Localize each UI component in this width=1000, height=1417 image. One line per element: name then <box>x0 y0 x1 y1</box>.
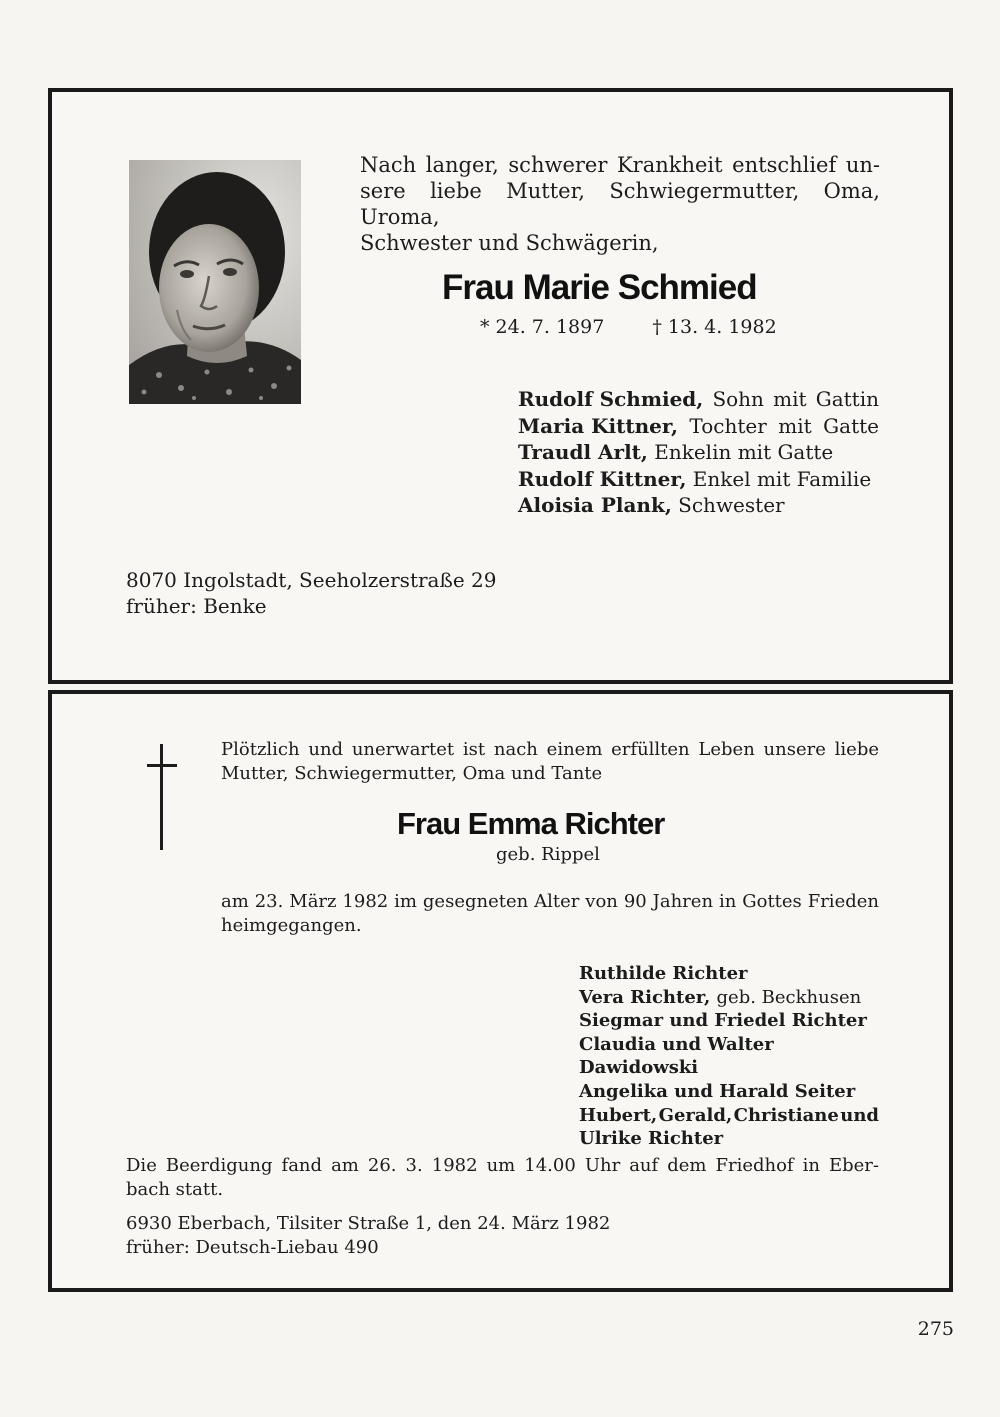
mourner-relation: Gattin <box>815 387 879 411</box>
mourner-relation: Enkel mit Familie <box>692 466 872 491</box>
mourner-relation: mit <box>778 413 812 438</box>
address-block <box>126 1212 610 1260</box>
mourner-relation: Schwester <box>678 493 785 517</box>
passing-statement <box>221 890 879 938</box>
mourner-line <box>518 386 879 413</box>
intro-line: Plötzlich und unerwartet ist nach einem erfüllten Leben unsere liebe <box>221 739 879 760</box>
funeral-info <box>126 1154 879 1202</box>
passing-line: am 23. März 1982 im gesegneten Alter von 90 Jahren in Gottes Frieden <box>221 891 879 912</box>
mourner-word: Gerald, <box>658 1104 733 1126</box>
mourner-name: Rudolf Schmied, <box>518 387 704 411</box>
obituary-emma-richter <box>48 690 953 1292</box>
address: 8070 Ingolstadt, Seeholzerstraße 29 <box>126 568 497 592</box>
mourner-relation: geb. Beckhusen <box>716 986 862 1008</box>
life-dates <box>480 316 777 338</box>
mourner-line: Claudia und Walter Dawidowski <box>579 1033 774 1079</box>
funeral-line: bach statt. <box>126 1179 224 1200</box>
notice-intro <box>360 152 880 256</box>
mourner-relation: Gatte <box>823 413 879 438</box>
mourner-name: Traudl Arlt, <box>518 440 648 464</box>
address-block <box>126 567 496 619</box>
mourners-list <box>579 962 879 1151</box>
birth-date: * 24. 7. 1897 <box>480 316 605 338</box>
mourner-word: und <box>840 1104 879 1126</box>
mourner-relation: Enkelin mit Gatte <box>654 440 834 464</box>
former-residence: früher: Benke <box>126 594 267 618</box>
mourner-line: Ulrike Richter <box>579 1128 724 1150</box>
address: 6930 Eberbach, Tilsiter Straße 1, den 24. März 1982 <box>126 1213 611 1234</box>
mourner-word: Hubert, <box>579 1104 658 1126</box>
deceased-name: Frau Emma Richter <box>397 806 665 841</box>
mourner-line: Ruthilde Richter <box>579 963 748 984</box>
page-number: 275 <box>917 1318 954 1340</box>
mourner-line <box>518 413 879 440</box>
portrait-image <box>129 160 301 404</box>
mourner-word: Christiane <box>733 1104 839 1126</box>
intro-line: sere liebe Mutter, Schwiegermutter, Oma, Uroma, <box>360 179 880 229</box>
mourner-name: Aloisia Plank, <box>518 493 672 517</box>
maiden-name: geb. Rippel <box>496 844 600 865</box>
portrait-photo <box>129 160 301 404</box>
funeral-line: Die Beerdigung fand am 26. 3. 1982 um 14.00 Uhr auf dem Friedhof in Eber- <box>126 1155 879 1176</box>
obituary-marie-schmied <box>48 88 953 684</box>
intro-line: Schwester und Schwägerin, <box>360 231 659 255</box>
mourner-name: Vera Richter, <box>579 986 711 1008</box>
passing-line: heimgegangen. <box>221 915 362 936</box>
mourners-list <box>518 386 879 519</box>
mourner-line <box>518 439 879 466</box>
mourner-line: Angelika und Harald Seiter <box>579 1080 856 1102</box>
intro-line: Nach langer, schwerer Krankheit entschlief un- <box>360 153 880 177</box>
mourner-relation: Sohn <box>712 387 764 411</box>
mourner-line: Siegmar und Friedel Richter <box>579 1010 867 1032</box>
former-residence: früher: Deutsch-Liebau 490 <box>126 1237 379 1258</box>
mourner-name: Rudolf Kittner, <box>518 466 687 491</box>
mourner-relation: mit <box>773 387 807 411</box>
mourner-line <box>518 466 879 493</box>
mourner-name: Maria Kittner, <box>518 413 678 438</box>
death-date: † 13. 4. 1982 <box>652 316 777 338</box>
deceased-name: Frau Marie Schmied <box>442 268 757 307</box>
intro-line: Mutter, Schwiegermutter, Oma und Tante <box>221 763 603 784</box>
mourner-relation: Tochter <box>689 413 767 438</box>
notice-intro <box>221 738 879 786</box>
cross-icon <box>147 744 177 850</box>
mourner-line <box>518 492 879 519</box>
mourner-line <box>579 1104 879 1128</box>
mourner-line <box>579 986 879 1010</box>
